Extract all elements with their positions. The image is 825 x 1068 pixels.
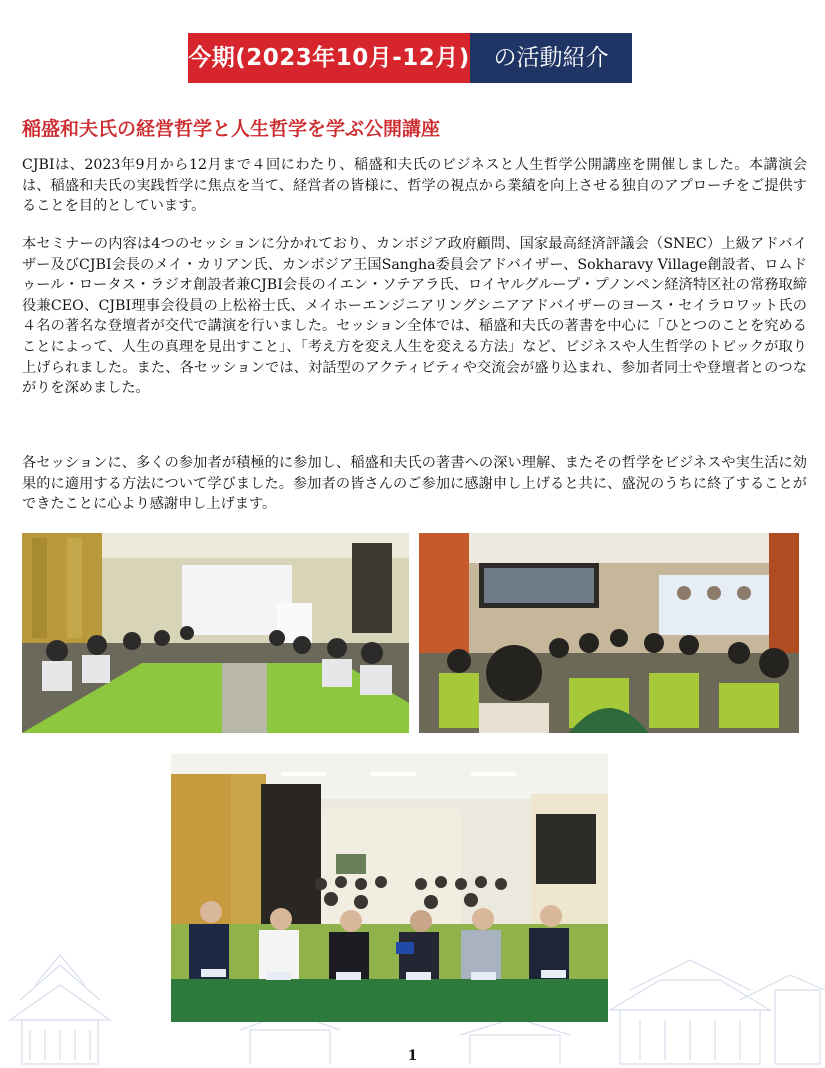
paragraph-intro: CJBIは、2023年9月から12月まで４回にわたり、稲盛和夫氏のビジネスと人生哲学公開講座を開催しました。本講演会は、稲盛和夫氏の実践哲学に焦点を当て、経営者の皆様に、哲学の視点から業績を向上させる独自のアプローチをご提供することを目的としています。 (22, 157, 807, 215)
paragraph-sessions: 本セミナーの内容は4つのセッションに分かれており、カンボジア政府顧問、国家最高経済評議会（SNEC）上級アドバイザー及びCJBI会長のメイ・カリアン氏、カンボジア王国Sangha委員会アドバイザー、Sokharavy Village創設者、ロムドゥール・ロータス・ラジオ創設者兼CJBI会長のイエン・ソテアラ氏、ロイヤルグループ・プノンペン経済特区社の常務取締役兼CEO、CJBI理事会役員の上松裕士氏、メイホーエンジニアリングシニアアドバイザーのヨース・セイラロワット氏の４名の著名な登壇者が交代で講演を行いました。セッション全体では、稲盛和夫氏の著書を中心に「ひとつのことを究めることによって、人生の真理を見出すこと」、「考え方を変え人生を変える方法」など、ビジネスや人生哲学のトピックが取り上げられました。また、各セッションでは、対話型のアクティビティや交流会が盛り込まれ、参加者同士や登壇者とのつながりを深めました。 (22, 236, 807, 397)
header-banner (188, 33, 632, 83)
page-number: 1 (407, 1048, 418, 1064)
group-photo (171, 754, 608, 1022)
seminar-photo-2 (419, 533, 799, 733)
paragraph-thanks: 各セッションに、多くの参加者が積極的に参加し、稲盛和夫氏の著書への深い理解、またその哲学をビジネスや実生活に効果的に適用する方法について学びました。参加者の皆さんのご参加に感謝申し上げると共に、盛況のうちに終了することができたことに心より感謝申し上げます。 (22, 455, 807, 513)
period-label: 今期(2023年10月-12月) (188, 33, 470, 83)
seminar-photo-1 (22, 533, 409, 733)
activities-label: の活動紹介 (470, 33, 632, 83)
section-title: 稲盛和夫氏の経営哲学と人生哲学を学ぶ公開講座 (22, 118, 441, 140)
